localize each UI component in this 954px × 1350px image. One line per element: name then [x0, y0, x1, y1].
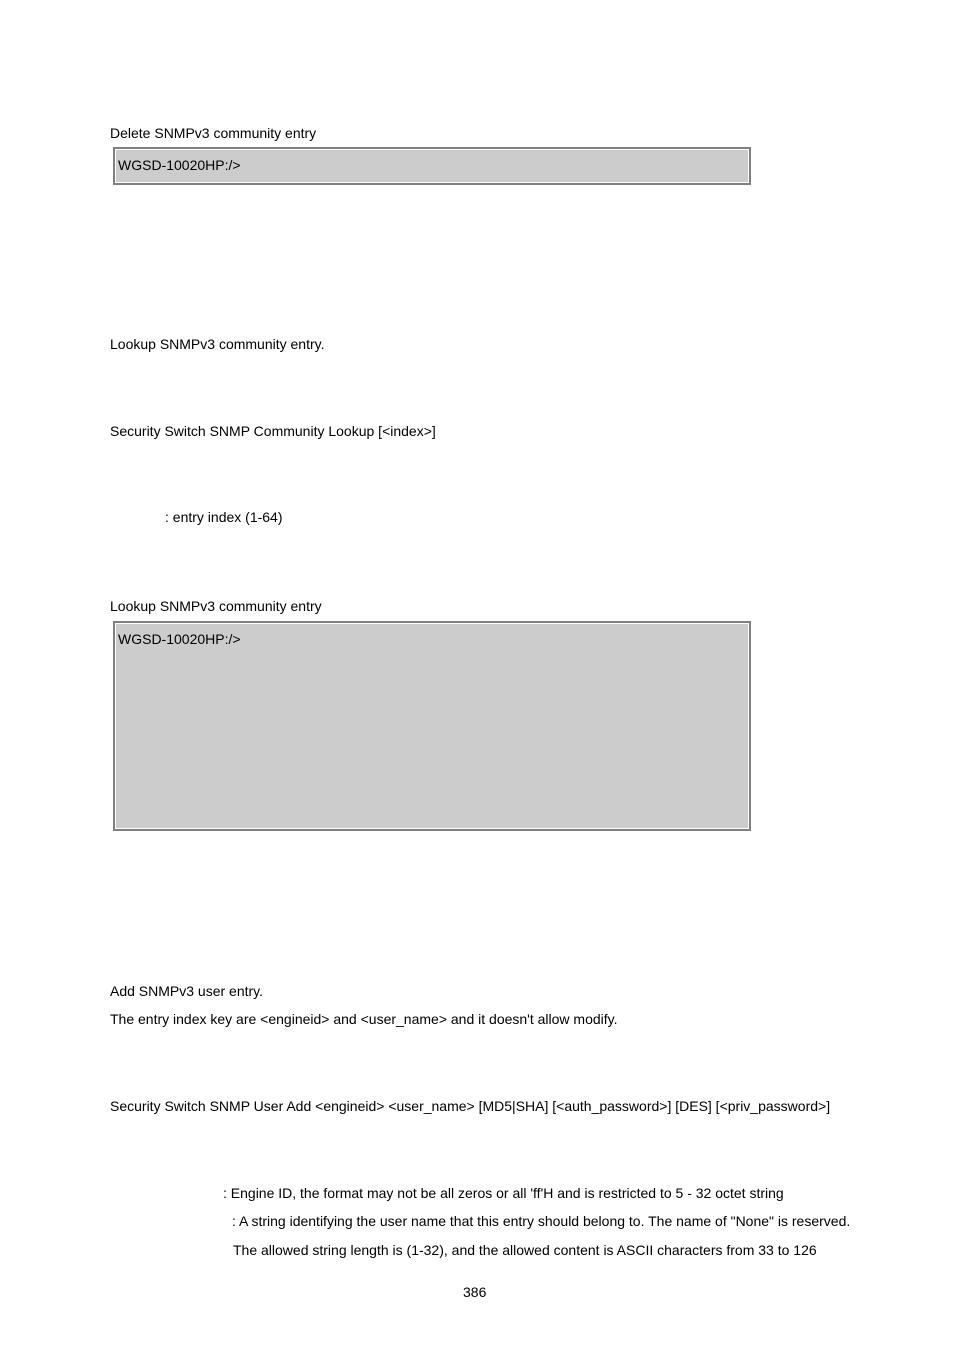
- lookup-console-prompt: WGSD-10020HP:/>: [118, 631, 241, 647]
- delete-console-box: [113, 147, 751, 185]
- lookup-param-index: : entry index (1-64): [165, 509, 283, 525]
- useradd-param-username-line2: The allowed string length is (1-32), and the allowed content is ASCII characters from 33 to 126: [233, 1242, 817, 1258]
- delete-example-caption: Delete SNMPv3 community entry: [110, 125, 317, 141]
- useradd-description-line1: Add SNMPv3 user entry.: [110, 983, 264, 999]
- delete-console-prompt: WGSD-10020HP:/>: [118, 157, 241, 173]
- lookup-console-box: [113, 621, 751, 831]
- useradd-param-username-line1: : A string identifying the user name that this entry should belong to. The name of "None" is reserved.: [232, 1213, 851, 1229]
- lookup-example-caption: Lookup SNMPv3 community entry: [110, 598, 322, 614]
- page-number: 386: [463, 1284, 487, 1300]
- lookup-description: Lookup SNMPv3 community entry.: [110, 336, 325, 352]
- useradd-description-line2: The entry index key are <engineid> and <user_name> and it doesn't allow modify.: [110, 1011, 618, 1027]
- useradd-syntax: Security Switch SNMP User Add <engineid> <user_name> [MD5|SHA] [<auth_password>] [DES] [<priv_password>]: [110, 1098, 831, 1114]
- lookup-syntax: Security Switch SNMP Community Lookup [<index>]: [110, 423, 436, 439]
- useradd-param-engineid: : Engine ID, the format may not be all zeros or all 'ff'H and is restricted to 5 - 32 octet string: [223, 1185, 784, 1201]
